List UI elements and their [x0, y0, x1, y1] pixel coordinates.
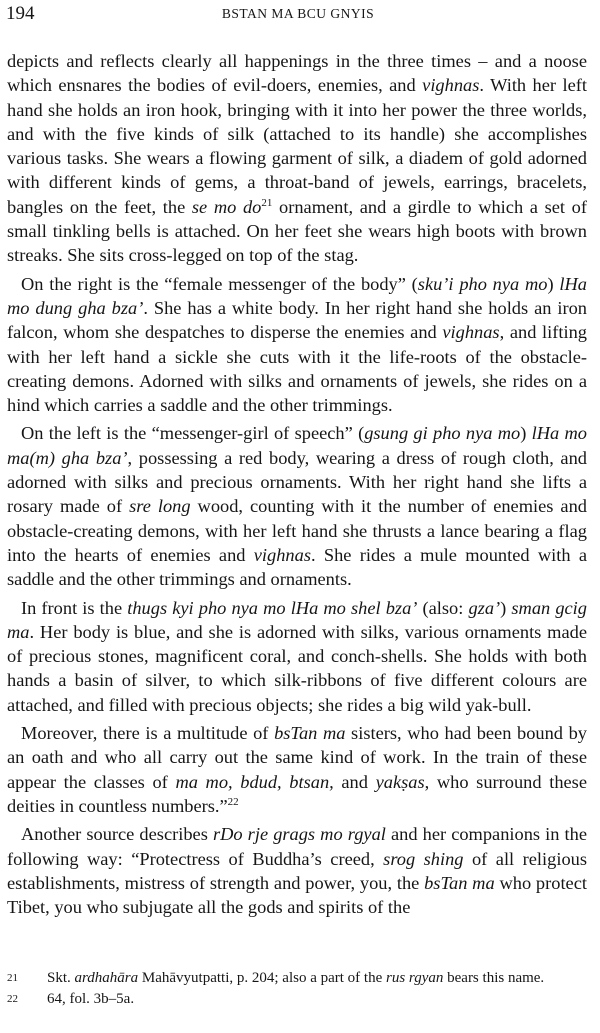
- paragraph: [7, 421, 587, 591]
- italic-term: thugs kyi pho nya mo lHa mo shel bza’: [127, 597, 418, 618]
- italic-term: vighnas: [442, 322, 500, 343]
- italic-term: bsTan ma: [424, 872, 495, 893]
- italic-term: se mo do: [191, 196, 262, 217]
- italic-term: rus rgyan: [386, 970, 444, 986]
- text-run: ornament, and a girdle to which a set of small tinkling bells is attached. On her feet she wears high boots with brown streaks. She sits cross-legged on top of the stag.: [7, 196, 587, 266]
- italic-term: lHa mo ma(m) gha bza’: [7, 423, 587, 468]
- text-run: , who surround these deities in countless numbers.”: [7, 771, 587, 816]
- text-run: Skt.: [47, 970, 75, 986]
- paragraph: [7, 596, 587, 717]
- italic-term: sre long: [129, 496, 191, 517]
- footnote-ref: 21: [261, 196, 273, 209]
- text-run: of all religious establishments, mistress of strength and power, you, the: [7, 848, 587, 893]
- paragraph: [7, 49, 587, 268]
- italic-term: gsung gi pho nya mo: [364, 423, 521, 444]
- text-run: and her companions in the following way: “Protectress of Buddha’s creed,: [7, 824, 588, 869]
- italic-term: vighnas: [422, 75, 480, 96]
- text-run: wood, counting with it the number of enemies and obstacle-creating demons, with her left hand she thrusts a lance bearing a flag into the hearts of enemies and: [7, 496, 587, 565]
- text-run: who protect Tibet, you who subjugate all the gods and spirits of the: [7, 872, 587, 918]
- text-run: ): [547, 273, 560, 294]
- italic-term: gza’: [468, 597, 501, 618]
- body-text: [7, 49, 587, 923]
- text-run: . Her body is blue, and she is adorned with silks, various ornaments made of precious stones, magnificent coral, and conch-shells. She holds with both hands a basin of silver, to which silk-ribbons of five different colours are attached, and filled with precious objects; she rides a big wild yak-bull.: [7, 621, 587, 715]
- page-number: 194: [6, 3, 35, 24]
- italic-term: ma mo, bdud, btsan,: [175, 771, 334, 792]
- text-run: ): [520, 423, 532, 444]
- text-run: . She has a white body. In her right hand she holds an iron falcon, whom she despatches to disperse the enemies and: [7, 297, 588, 343]
- paragraph: [7, 721, 587, 818]
- text-run: Mahāvyutpatti, p. 204; also a part of the: [138, 970, 386, 986]
- text-run: depicts and reflects clearly all happenings in the three times – and a noose which ensnares the bodies of evil-doers, enemies, and: [7, 51, 587, 96]
- paragraph: [7, 272, 587, 418]
- footnote-mark: 22: [7, 993, 18, 1005]
- text-run: . She rides a mule mounted with a saddle and the other trimmings and ornaments.: [7, 544, 587, 590]
- footnotes: [7, 968, 587, 1010]
- text-run: Moreover, there is a multitude of: [21, 723, 275, 744]
- paragraph: [7, 822, 587, 919]
- italic-term: sman gcig ma: [7, 597, 587, 642]
- text-run: On the left is the “messenger-girl of speech” (: [21, 423, 365, 444]
- text-run: In front is the: [21, 597, 128, 618]
- italic-term: srog shing: [383, 848, 464, 869]
- italic-term: lHa mo dung gha bza’: [7, 273, 587, 318]
- running-head: BSTAN MA BCU GNYIS: [221, 6, 375, 21]
- italic-term: sku’i pho nya mo: [417, 273, 548, 294]
- text-run: , possessing a red body, wearing a dress of rough cloth, and adorned with silks and precious ornaments. With her right hand she lifts a rosary made of: [7, 447, 587, 517]
- text-run: Another source describes: [21, 824, 213, 845]
- text-run: On the right is the “female messenger of the body” (: [21, 273, 418, 294]
- italic-term: ardhahāra: [74, 970, 139, 986]
- italic-term: vighnas: [253, 544, 311, 565]
- footnote: [7, 989, 587, 1010]
- italic-term: rDo rje grags mo rgyal: [212, 824, 386, 845]
- text-run: . With her left hand she holds an iron hook, bringing with it into her power the three worlds, and with the five kinds of silk (attached to its handle) she accomplishes various tasks. She wears a flowing garment of silk, a diadem of gold adorned with different kinds of gems, a throat-band of jewels, earrings, bracelets, bangles on the feet, the: [7, 75, 587, 217]
- text-run: , and lifting with her left hand a sickle she cuts with it the life-roots of the obstacle-creating demons. Adorned with silks and ornaments of jewels, she rides on a hind which carries a saddle and the other trimmings.: [7, 322, 587, 416]
- text-run: (also:: [417, 597, 469, 618]
- italic-term: bsTan ma: [274, 723, 346, 744]
- page-header: [6, 3, 590, 29]
- footnote-mark: 21: [7, 972, 18, 984]
- text-run: ): [500, 597, 512, 618]
- italic-term: yakṣas: [375, 771, 425, 792]
- footnote-ref: 22: [227, 795, 239, 808]
- text-run: and: [333, 771, 376, 792]
- text-run: bears this name.: [443, 970, 545, 986]
- text-run: sisters, who had been bound by an oath and who all carry out the same kind of work. In the train of these appear the classes of: [7, 723, 587, 792]
- text-run: 64, fol. 3b–5a.: [47, 991, 135, 1007]
- footnote: [7, 968, 587, 989]
